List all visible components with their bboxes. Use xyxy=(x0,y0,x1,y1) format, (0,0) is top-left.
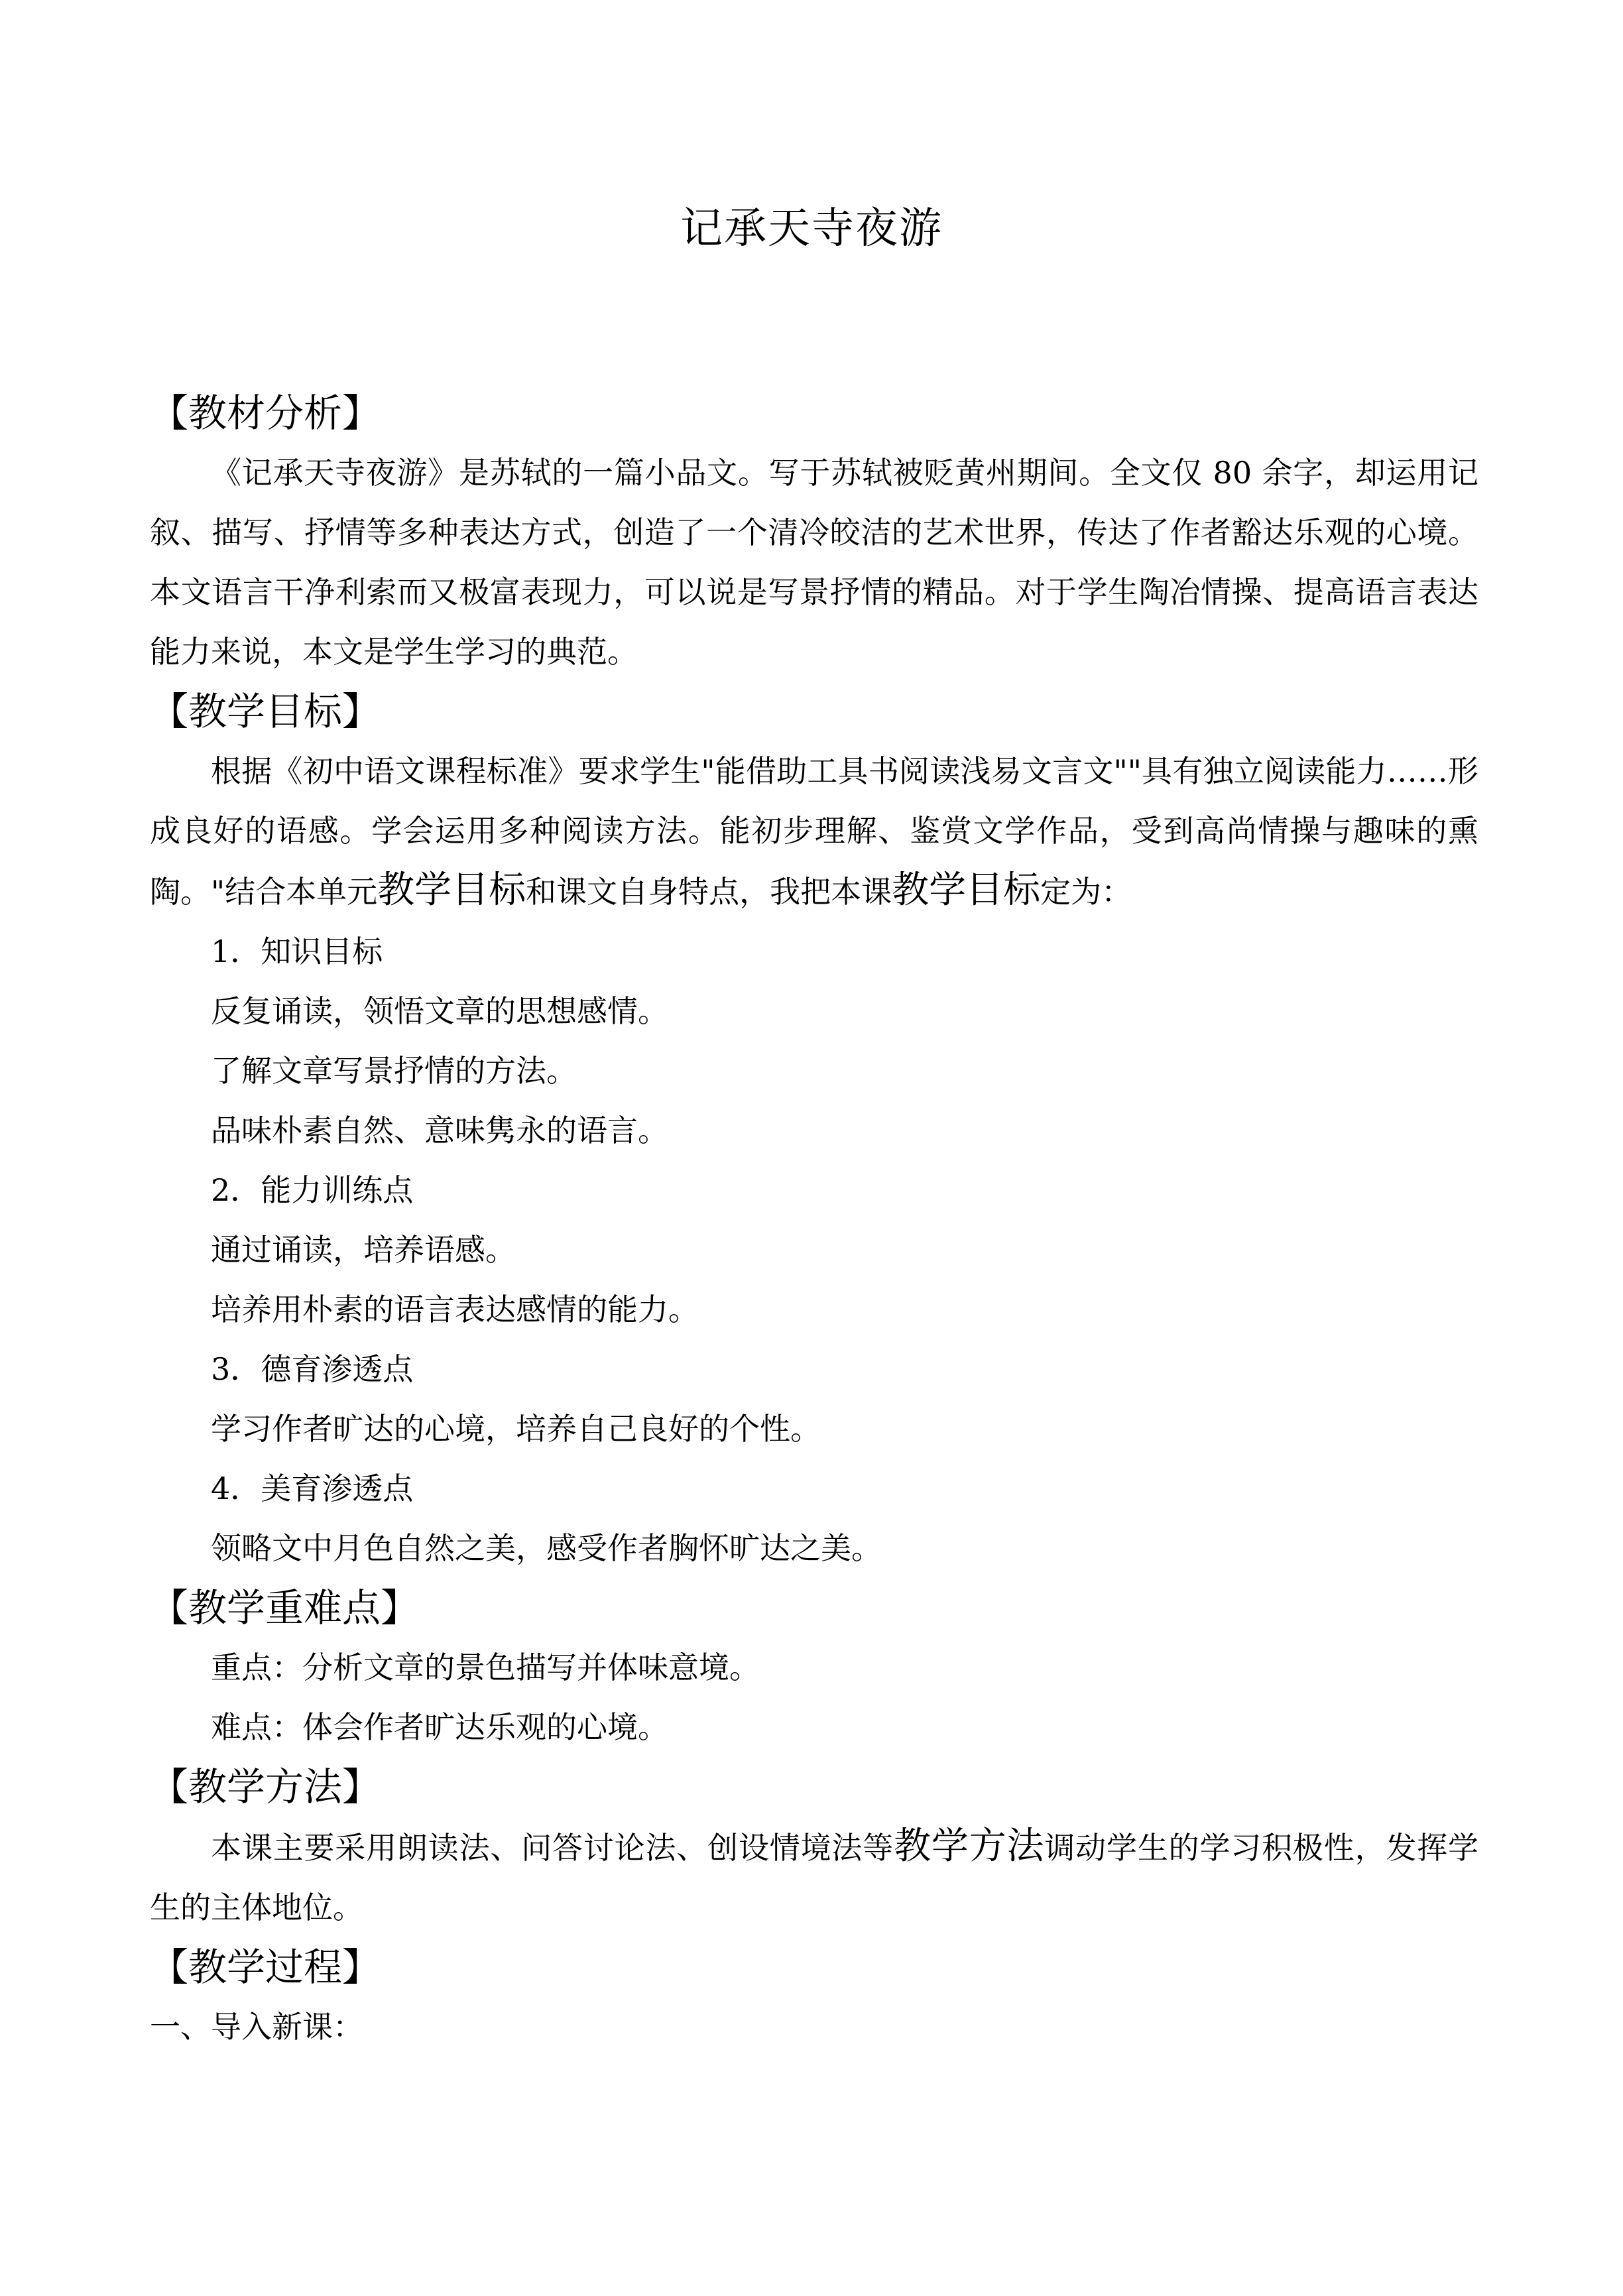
goals-emphasis-2: 教学目标 xyxy=(892,869,1041,912)
methods-text-part-2: 调动学生的学习积极性，发挥学生的主体地位。 xyxy=(150,1830,1479,1925)
process-step-intro: 一、导入新课： xyxy=(150,2009,363,2045)
document-title: 记承天寺夜游 xyxy=(680,204,943,253)
teaching-goals-paragraph xyxy=(150,741,1478,922)
textbook-analysis-paragraph: 《记承天寺夜游》是苏轼的一篇小品文。写于苏轼被贬黄州期间。全文仅 80 余字，却运用记叙、描写、抒情等多种表达方式，创造了一个清冷皎洁的艺术世界，传达了作者豁达乐观的心境。本文语言干净利索而又极富表现力，可以说是写景抒情的精品。对于学生陶冶情操、提高语言表达能力来说，本文是学生学习的典范。 xyxy=(150,455,1478,670)
goal-item: 3．德育渗透点 xyxy=(211,1351,414,1387)
methods-text-part-1: 本课主要采用朗读法、问答讨论法、创设情境法等 xyxy=(211,1830,894,1866)
document-body xyxy=(150,383,1478,2057)
goal-item: 1．知识目标 xyxy=(211,934,383,969)
goal-item: 2．能力训练点 xyxy=(211,1172,414,1208)
section-heading-teaching-goals: 【教学目标】 xyxy=(150,689,381,734)
teaching-methods-paragraph xyxy=(150,1817,1478,1937)
goal-item: 品味朴素自然、意味隽永的语言。 xyxy=(211,1113,668,1148)
section-heading-textbook-analysis: 【教材分析】 xyxy=(150,391,381,436)
goal-item: 学习作者旷达的心境，培养自己良好的个性。 xyxy=(211,1411,821,1447)
goal-item: 了解文章写景抒情的方法。 xyxy=(211,1053,577,1089)
section-heading-teaching-process: 【教学过程】 xyxy=(150,1945,381,1990)
goal-item: 4．美育渗透点 xyxy=(211,1471,414,1506)
goal-item: 反复诵读，领悟文章的思想感情。 xyxy=(211,993,668,1029)
goals-emphasis-1: 教学目标 xyxy=(377,869,526,912)
difficult-point-item: 难点：体会作者旷达乐观的心境。 xyxy=(211,1709,668,1745)
goals-text-part-1: 根据《初中语文课程标准》要求学生"能借助工具书阅读浅易文言文""具有独立阅读能力……形成良好的语感。学会运用多种阅读方法。能初步理解、鉴赏文学作品，受到高尚情操与趣味的熏陶。"结合本单元 xyxy=(150,753,1478,910)
goals-text-part-3: 定为： xyxy=(1040,874,1132,910)
key-point-item: 重点：分析文章的景色描写并体味意境。 xyxy=(211,1650,760,1685)
section-heading-key-difficulties: 【教学重难点】 xyxy=(150,1585,420,1630)
goals-text-part-2: 和课文自身特点，我把本课 xyxy=(526,874,892,910)
methods-emphasis: 教学方法 xyxy=(894,1825,1045,1868)
section-heading-teaching-methods: 【教学方法】 xyxy=(150,1764,381,1809)
goal-item: 培养用朴素的语言表达感情的能力。 xyxy=(211,1292,699,1327)
goal-item: 领略文中月色自然之美，感受作者胸怀旷达之美。 xyxy=(211,1530,882,1566)
goal-item: 通过诵读，培养语感。 xyxy=(211,1232,516,1268)
